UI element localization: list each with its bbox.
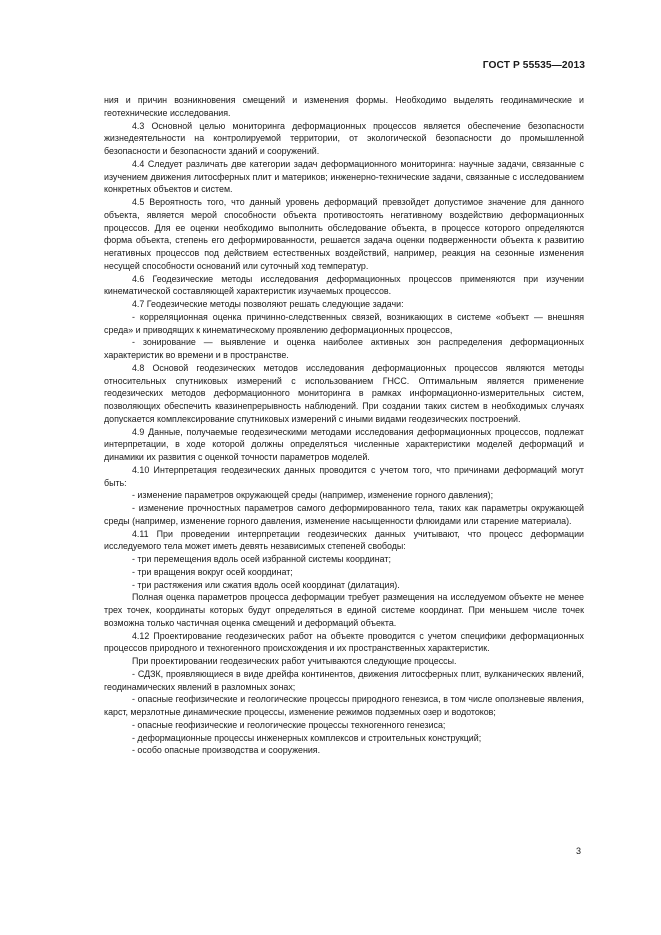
list-item: - деформационные процессы инженерных комплексов и строительных конструкций; xyxy=(132,732,482,743)
document-body xyxy=(104,94,584,757)
paragraph: Полная оценка параметров процесса деформации требует размещения на исследуемом объекте не менее трех точек, координаты которых будут определяться в единой системе координат. При меньшем числе точек возможна только частичная оценка смещений и деформаций объекта. xyxy=(104,592,584,628)
page-number: 3 xyxy=(576,846,582,856)
list-item: - СДЗК, проявляющиеся в виде дрейфа континентов, движения литосферных плит, вулканических явлений, геодинамических явлений в разломных зонах; xyxy=(104,668,584,692)
paragraph: ния и причин возникновения смещений и изменения формы. Необходимо выделять геодинамические и геотехнические исследования. xyxy=(104,95,584,118)
clause-4-7: 4.7 Геодезические методы позволяют решать следующие задачи: xyxy=(132,299,404,309)
clause-4-6: 4.6 Геодезические методы исследования деформационных процессов применяются при изучении кинематической составляющей характеристик изучаемых процессов. xyxy=(104,273,584,297)
clause-4-8: 4.8 Основой геодезических методов исследования деформационных процессов являются методы относительных спутниковых измерений с использованием ГНСС. Оптимальным является применение геодезических методов деформационного мониторинга в рамках информационно-измерительных систем, позволяющих обеспечить квазинепрерывность наблюдений. При создании таких систем в необходимых случаях допускается комплексирование спутниковых измерений с иными видами геодезических построений. xyxy=(104,362,584,424)
clause-4-11: 4.11 При проведении интерпретации геодезических данных учитывают, что процесс деформации исследуемого тела может иметь девять независимых степеней свободы: xyxy=(104,528,584,552)
list-item: - изменение прочностных параметров самого деформированного тела, таких как параметры окружающей среды (например, изменение горного давления, изменение насыщенности флюидами или старение материала). xyxy=(104,503,584,526)
list-item: - зонирование — выявление и оценка наиболее активных зон распределения деформационных характеристик во времени и в пространстве. xyxy=(104,337,584,360)
paragraph: При проектировании геодезических работ учитываются следующие процессы. xyxy=(132,656,457,666)
clause-4-3: 4.3 Основной целью мониторинга деформационных процессов является обеспечение безопасности жизнедеятельности на контролируемой территории, от экологической безопасности до промышленной безопасности и безопасности зданий и сооружений. xyxy=(104,120,584,156)
list-item: - изменение параметров окружающей среды (например, изменение горного давления); xyxy=(132,490,494,501)
list-item: - корреляционная оценка причинно-следственных связей, возникающих в системе «объект — внешняя среда» и приводящих к кинематическому проявлению деформационных процессов, xyxy=(104,311,584,335)
clause-4-10: 4.10 Интерпретация геодезических данных проводится с учетом того, что причинами деформаций могут быть: xyxy=(104,464,584,488)
clause-4-9: 4.9 Данные, получаемые геодезическими методами исследования деформационных процессов, подлежат интерпретации, в ходе которой должны определяться численные характеристики моделей деформаций и динамики их развития с оценкой точности параметров моделей. xyxy=(104,426,584,462)
list-item: - три растяжения или сжатия вдоль осей координат (дилатация). xyxy=(132,579,400,590)
clause-4-5: 4.5 Вероятность того, что данный уровень деформаций превзойдет допустимое значение для данного объекта, является мерой способности объекта противостоять негативному воздействию деформационных процессов. Для ее оценки необходимо выполнить обследование объекта, в процессе которого определяются форма объекта, степень его деформированности, решается задача оценки подверженности объекта к развитию негативных процессов под действием естественных воздействий, например, реакция на сезонные изменения несущей способности оснований или суточный ход температур. xyxy=(104,197,584,271)
list-item: - три перемещения вдоль осей избранной системы координат; xyxy=(132,554,391,564)
list-item: - особо опасные производства и сооружения. xyxy=(132,745,321,756)
list-item: - три вращения вокруг осей координат; xyxy=(132,566,293,577)
standard-header: ГОСТ Р 55535—2013 xyxy=(482,60,585,71)
list-item: - опасные геофизические и геологические процессы природного генезиса, в том числе оползневые явления, карст, мерзлотные динамические процессы, изменение режимов подземных озер и водотоков; xyxy=(104,694,584,717)
list-item: - опасные геофизические и геологические процессы техногенного генезиса; xyxy=(132,719,446,730)
clause-4-12: 4.12 Проектирование геодезических работ на объекте проводится с учетом специфики деформационных процессов природного и техногенного происхождения и их пространственных характеристик. xyxy=(104,630,584,654)
clause-4-4: 4.4 Следует различать две категории задач деформационного мониторинга: научные задачи, связанные с изучением движения литосферных плит и материков; инженерно-технические задачи, связанные с исследованием конкретных объектов и систем. xyxy=(104,158,584,195)
